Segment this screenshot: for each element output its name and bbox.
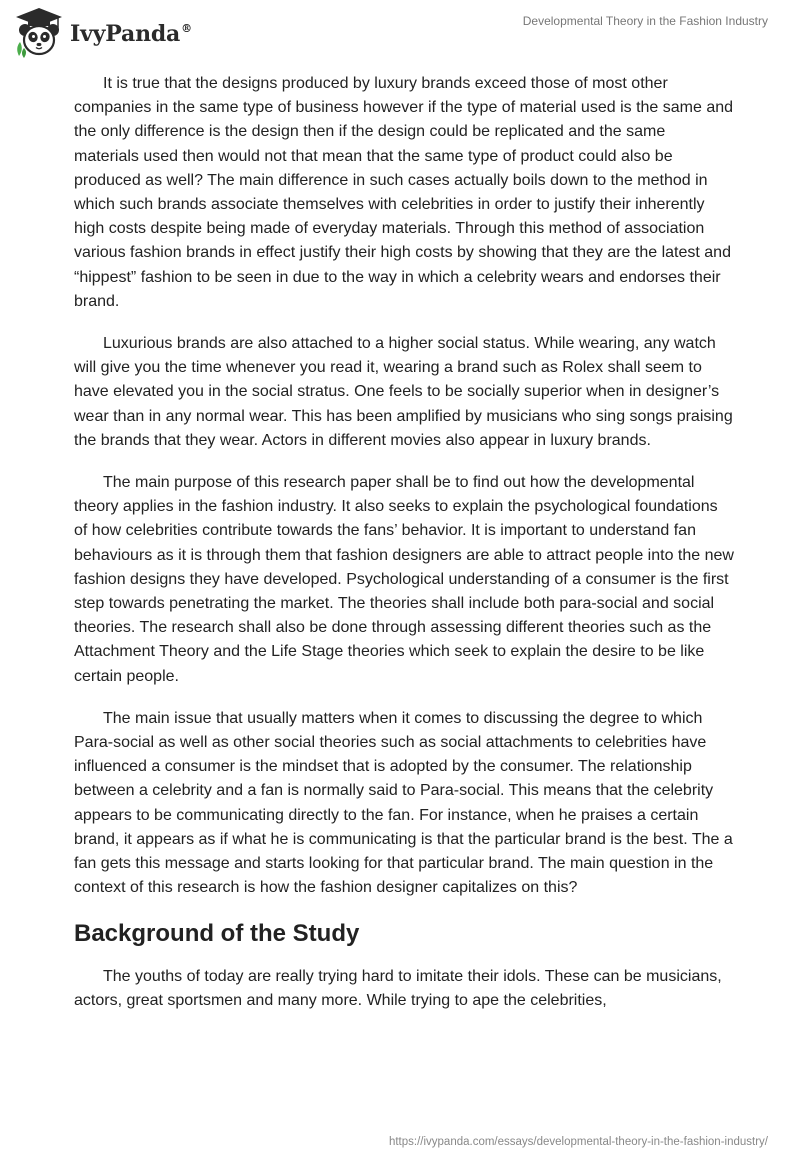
page-header: [0, 0, 800, 62]
paragraph: The main issue that usually matters when it comes to discussing the degree to which Para-social as well as other social theories such as social attachments to celebrities have influenced a consumer is the mindset that is adopted by the consumer. The relationship between a celebrity and a fan is normally said to Para-social. This means that the celebrity appears to be communicating directly to the fan. For instance, when he praises a certain brand, it appears as if what he is communicating is that the particular brand is the best. The a fan gets this message and starts looking for that particular brand. The main question in the context of this research is how the fashion designer capitalizes on this?: [74, 709, 733, 897]
paragraph: The youths of today are really trying hard to imitate their idols. These can be musicians, actors, great sportsmen and many more. While trying to ape the celebrities,: [74, 967, 722, 1009]
document-title: Developmental Theory in the Fashion Industry: [522, 14, 768, 28]
brand-name: IvyPanda®: [70, 21, 192, 47]
paragraph: The main purpose of this research paper shall be to find out how the developmental theory applies in the fashion industry. It also seeks to explain the psychological foundations of how celebrities contribute towards the fans’ behavior. It is important to understand fan behaviours as it is through them that fashion designers are able to attract people into the new fashion designs they have developed. Psychological understanding of a consumer is the first step towards penetrating the market. The theories shall include both para-social and social theories. The research shall also be done through assessing different theories such as the Attachment Theory and the Life Stage theories which seek to explain the desire to be like certain people.: [74, 474, 734, 685]
section-heading: Background of the Study: [74, 919, 360, 947]
panda-graduation-logo-icon: [14, 6, 64, 58]
source-url-link[interactable]: https://ivypanda.com/essays/developmental-theory-in-the-fashion-industry/: [388, 1136, 768, 1148]
essay-content: [74, 72, 734, 1031]
paragraph: Luxurious brands are also attached to a higher social status. While wearing, any watch will give you the time whenever you read it, wearing a brand such as Rolex shall seem to have elevated you in the social stratus. One feels to be socially superior when in designer’s wear than in any normal wear. This has been amplified by musicians who sing songs praising the brands that they wear. Actors in different movies also appear in luxury brands.: [74, 335, 733, 449]
ivypanda-logo[interactable]: [14, 6, 192, 58]
trademark-symbol: ®: [181, 22, 192, 35]
paragraph: It is true that the designs produced by luxury brands exceed those of most other companies in the same type of business however if the type of material used is the same and the only difference is the design then if the design could be replicated and the same materials used then would not that mean that the same type of product could also be produced as well? The main difference in such cases actually boils down to the method in which such brands associate themselves with celebrities in order to justify their inherently high costs despite being made of everyday materials. Through this method of association various fashion brands in effect justify their high costs by showing that they are the latest and “hippest” fashion to be seen in due to the way in which a celebrity wears and endorses their brand.: [74, 75, 734, 310]
